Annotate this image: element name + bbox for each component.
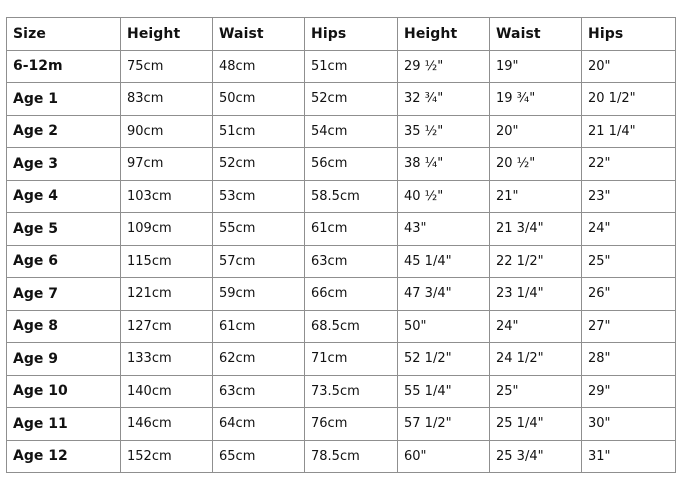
cell-height-in: 40 ½" bbox=[398, 180, 490, 213]
cell-size: Age 4 bbox=[7, 180, 121, 213]
cell-waist-cm: 51cm bbox=[213, 115, 305, 148]
header-height-in: Height bbox=[398, 18, 490, 51]
cell-height-in: 45 1/4" bbox=[398, 245, 490, 278]
cell-height-cm: 103cm bbox=[121, 180, 213, 213]
cell-size: Age 8 bbox=[7, 310, 121, 343]
cell-waist-cm: 50cm bbox=[213, 83, 305, 116]
cell-height-in: 38 ¼" bbox=[398, 148, 490, 181]
header-waist-in: Waist bbox=[490, 18, 582, 51]
size-chart-body bbox=[7, 50, 676, 473]
size-chart-table bbox=[6, 17, 676, 473]
cell-height-cm: 75cm bbox=[121, 50, 213, 83]
cell-height-in: 52 1/2" bbox=[398, 343, 490, 376]
header-hips-cm: Hips bbox=[305, 18, 398, 51]
cell-height-cm: 133cm bbox=[121, 343, 213, 376]
table-row bbox=[7, 115, 676, 148]
cell-waist-cm: 48cm bbox=[213, 50, 305, 83]
table-row bbox=[7, 180, 676, 213]
cell-waist-in: 21" bbox=[490, 180, 582, 213]
cell-height-cm: 115cm bbox=[121, 245, 213, 278]
cell-waist-in: 25" bbox=[490, 375, 582, 408]
cell-height-in: 57 1/2" bbox=[398, 408, 490, 441]
cell-size: Age 7 bbox=[7, 278, 121, 311]
cell-height-cm: 97cm bbox=[121, 148, 213, 181]
cell-waist-in: 23 1/4" bbox=[490, 278, 582, 311]
cell-waist-cm: 64cm bbox=[213, 408, 305, 441]
table-row bbox=[7, 148, 676, 181]
table-row bbox=[7, 213, 676, 246]
header-hips-in: Hips bbox=[582, 18, 676, 51]
cell-height-in: 60" bbox=[398, 440, 490, 473]
cell-waist-in: 24 1/2" bbox=[490, 343, 582, 376]
cell-waist-in: 19 ¾" bbox=[490, 83, 582, 116]
cell-height-in: 47 3/4" bbox=[398, 278, 490, 311]
cell-hips-cm: 54cm bbox=[305, 115, 398, 148]
cell-hips-cm: 66cm bbox=[305, 278, 398, 311]
table-row bbox=[7, 440, 676, 473]
cell-waist-cm: 59cm bbox=[213, 278, 305, 311]
cell-size: Age 6 bbox=[7, 245, 121, 278]
cell-height-cm: 152cm bbox=[121, 440, 213, 473]
cell-hips-cm: 76cm bbox=[305, 408, 398, 441]
cell-hips-cm: 73.5cm bbox=[305, 375, 398, 408]
cell-size: Age 11 bbox=[7, 408, 121, 441]
cell-hips-in: 25" bbox=[582, 245, 676, 278]
header-height-cm: Height bbox=[121, 18, 213, 51]
cell-hips-cm: 68.5cm bbox=[305, 310, 398, 343]
cell-hips-cm: 58.5cm bbox=[305, 180, 398, 213]
cell-hips-in: 27" bbox=[582, 310, 676, 343]
cell-hips-in: 26" bbox=[582, 278, 676, 311]
cell-waist-in: 19" bbox=[490, 50, 582, 83]
cell-hips-in: 29" bbox=[582, 375, 676, 408]
cell-size: Age 3 bbox=[7, 148, 121, 181]
cell-hips-cm: 51cm bbox=[305, 50, 398, 83]
cell-height-in: 50" bbox=[398, 310, 490, 343]
cell-height-in: 32 ¾" bbox=[398, 83, 490, 116]
cell-size: Age 1 bbox=[7, 83, 121, 116]
header-size: Size bbox=[7, 18, 121, 51]
cell-height-cm: 140cm bbox=[121, 375, 213, 408]
size-chart-container bbox=[6, 17, 675, 472]
cell-size: Age 5 bbox=[7, 213, 121, 246]
cell-height-in: 29 ½" bbox=[398, 50, 490, 83]
cell-hips-in: 20" bbox=[582, 50, 676, 83]
table-row bbox=[7, 278, 676, 311]
cell-hips-in: 24" bbox=[582, 213, 676, 246]
cell-waist-cm: 55cm bbox=[213, 213, 305, 246]
cell-size: Age 2 bbox=[7, 115, 121, 148]
cell-hips-cm: 78.5cm bbox=[305, 440, 398, 473]
cell-hips-in: 30" bbox=[582, 408, 676, 441]
header-row bbox=[7, 18, 676, 51]
cell-height-cm: 127cm bbox=[121, 310, 213, 343]
cell-hips-cm: 63cm bbox=[305, 245, 398, 278]
cell-waist-cm: 65cm bbox=[213, 440, 305, 473]
table-row bbox=[7, 408, 676, 441]
cell-waist-cm: 63cm bbox=[213, 375, 305, 408]
cell-hips-cm: 52cm bbox=[305, 83, 398, 116]
cell-height-in: 55 1/4" bbox=[398, 375, 490, 408]
cell-waist-in: 22 1/2" bbox=[490, 245, 582, 278]
cell-hips-cm: 61cm bbox=[305, 213, 398, 246]
cell-hips-cm: 71cm bbox=[305, 343, 398, 376]
cell-waist-cm: 62cm bbox=[213, 343, 305, 376]
cell-size: Age 10 bbox=[7, 375, 121, 408]
cell-hips-in: 31" bbox=[582, 440, 676, 473]
cell-height-cm: 90cm bbox=[121, 115, 213, 148]
cell-waist-cm: 61cm bbox=[213, 310, 305, 343]
cell-height-cm: 109cm bbox=[121, 213, 213, 246]
header-waist-cm: Waist bbox=[213, 18, 305, 51]
cell-waist-cm: 53cm bbox=[213, 180, 305, 213]
cell-waist-cm: 57cm bbox=[213, 245, 305, 278]
cell-hips-in: 20 1/2" bbox=[582, 83, 676, 116]
cell-waist-in: 25 3/4" bbox=[490, 440, 582, 473]
cell-size: 6-12m bbox=[7, 50, 121, 83]
cell-waist-cm: 52cm bbox=[213, 148, 305, 181]
cell-height-cm: 146cm bbox=[121, 408, 213, 441]
cell-hips-in: 28" bbox=[582, 343, 676, 376]
table-row bbox=[7, 245, 676, 278]
table-row bbox=[7, 343, 676, 376]
cell-height-in: 43" bbox=[398, 213, 490, 246]
cell-hips-in: 22" bbox=[582, 148, 676, 181]
table-row bbox=[7, 375, 676, 408]
cell-waist-in: 24" bbox=[490, 310, 582, 343]
cell-waist-in: 20 ½" bbox=[490, 148, 582, 181]
cell-hips-cm: 56cm bbox=[305, 148, 398, 181]
cell-waist-in: 20" bbox=[490, 115, 582, 148]
cell-size: Age 12 bbox=[7, 440, 121, 473]
cell-waist-in: 25 1/4" bbox=[490, 408, 582, 441]
cell-waist-in: 21 3/4" bbox=[490, 213, 582, 246]
table-row bbox=[7, 310, 676, 343]
cell-height-in: 35 ½" bbox=[398, 115, 490, 148]
cell-size: Age 9 bbox=[7, 343, 121, 376]
table-row bbox=[7, 50, 676, 83]
cell-hips-in: 21 1/4" bbox=[582, 115, 676, 148]
cell-hips-in: 23" bbox=[582, 180, 676, 213]
table-row bbox=[7, 83, 676, 116]
cell-height-cm: 121cm bbox=[121, 278, 213, 311]
cell-height-cm: 83cm bbox=[121, 83, 213, 116]
